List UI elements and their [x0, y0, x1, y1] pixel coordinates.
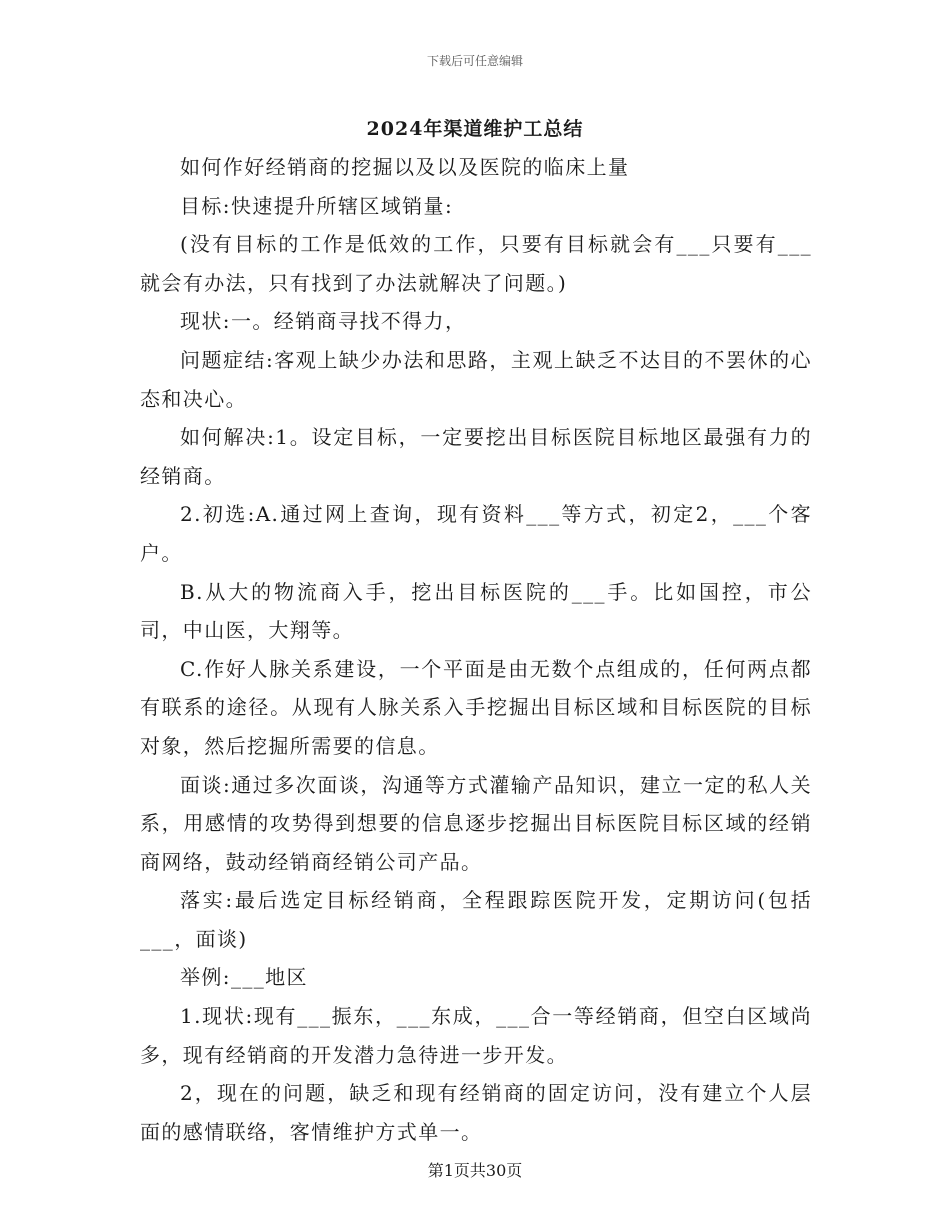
- paragraph: 举例:___地区: [180, 965, 308, 990]
- paragraph: 如何作好经销商的挖掘以及以及医院的临床上量: [180, 155, 630, 179]
- paragraph: 如何解决:1。设定目标，一定要挖出目标医院目标地区最强有力的经销商。: [140, 425, 812, 488]
- paragraph: (没有目标的工作是低效的工作，只要有目标就会有___只要有___就会有办法，只有找到了办法就解决了问题。): [140, 232, 812, 295]
- paragraph: 1.现状:现有___振东，___东成，___合一等经销商，但空白区域尚多，现有经销商的开发潜力急待进一步开发。: [140, 1004, 812, 1067]
- document-body: [140, 148, 812, 1151]
- paragraph: 目标:快速提升所辖区域销量:: [180, 193, 454, 218]
- paragraph: 问题症结:客观上缺少办法和思路，主观上缺乏不达目的不罢休的心态和决心。: [140, 347, 812, 411]
- paragraph: 面谈:通过多次面谈，沟通等方式灌输产品知识，建立一定的私人关系，用感情的攻势得到想要的信息逐步挖掘出目标医院目标区域的经销商网络，鼓动经销商经销公司产品。: [140, 772, 812, 874]
- page-footer: 第1页共30页: [427, 1161, 523, 1180]
- paragraph: 2.初选:A.通过网上查询，现有资料___等方式，初定2，___个客户。: [140, 502, 812, 565]
- paragraph: 2，现在的问题，缺乏和现有经销商的固定访问，没有建立个人层面的感情联络，客情维护方式单一。: [140, 1081, 812, 1144]
- paragraph: B.从大的物流商入手，挖出目标医院的___手。比如国控，市公司，中山医，大翔等。: [140, 579, 812, 643]
- paragraph: 现状:一。经销商寻找不得力，: [180, 309, 467, 334]
- document-title: 2024年渠道维护工总结: [366, 118, 584, 140]
- page-header: 下载后可任意编辑: [426, 54, 523, 68]
- paragraph: 落实:最后选定目标经销商，全程跟踪医院开发，定期访问(包括___，面谈): [140, 888, 812, 951]
- paragraph: C.作好人脉关系建设，一个平面是由无数个点组成的，任何两点都有联系的途径。从现有人脉关系入手挖掘出目标区域和目标医院的目标对象，然后挖掘所需要的信息。: [140, 656, 812, 758]
